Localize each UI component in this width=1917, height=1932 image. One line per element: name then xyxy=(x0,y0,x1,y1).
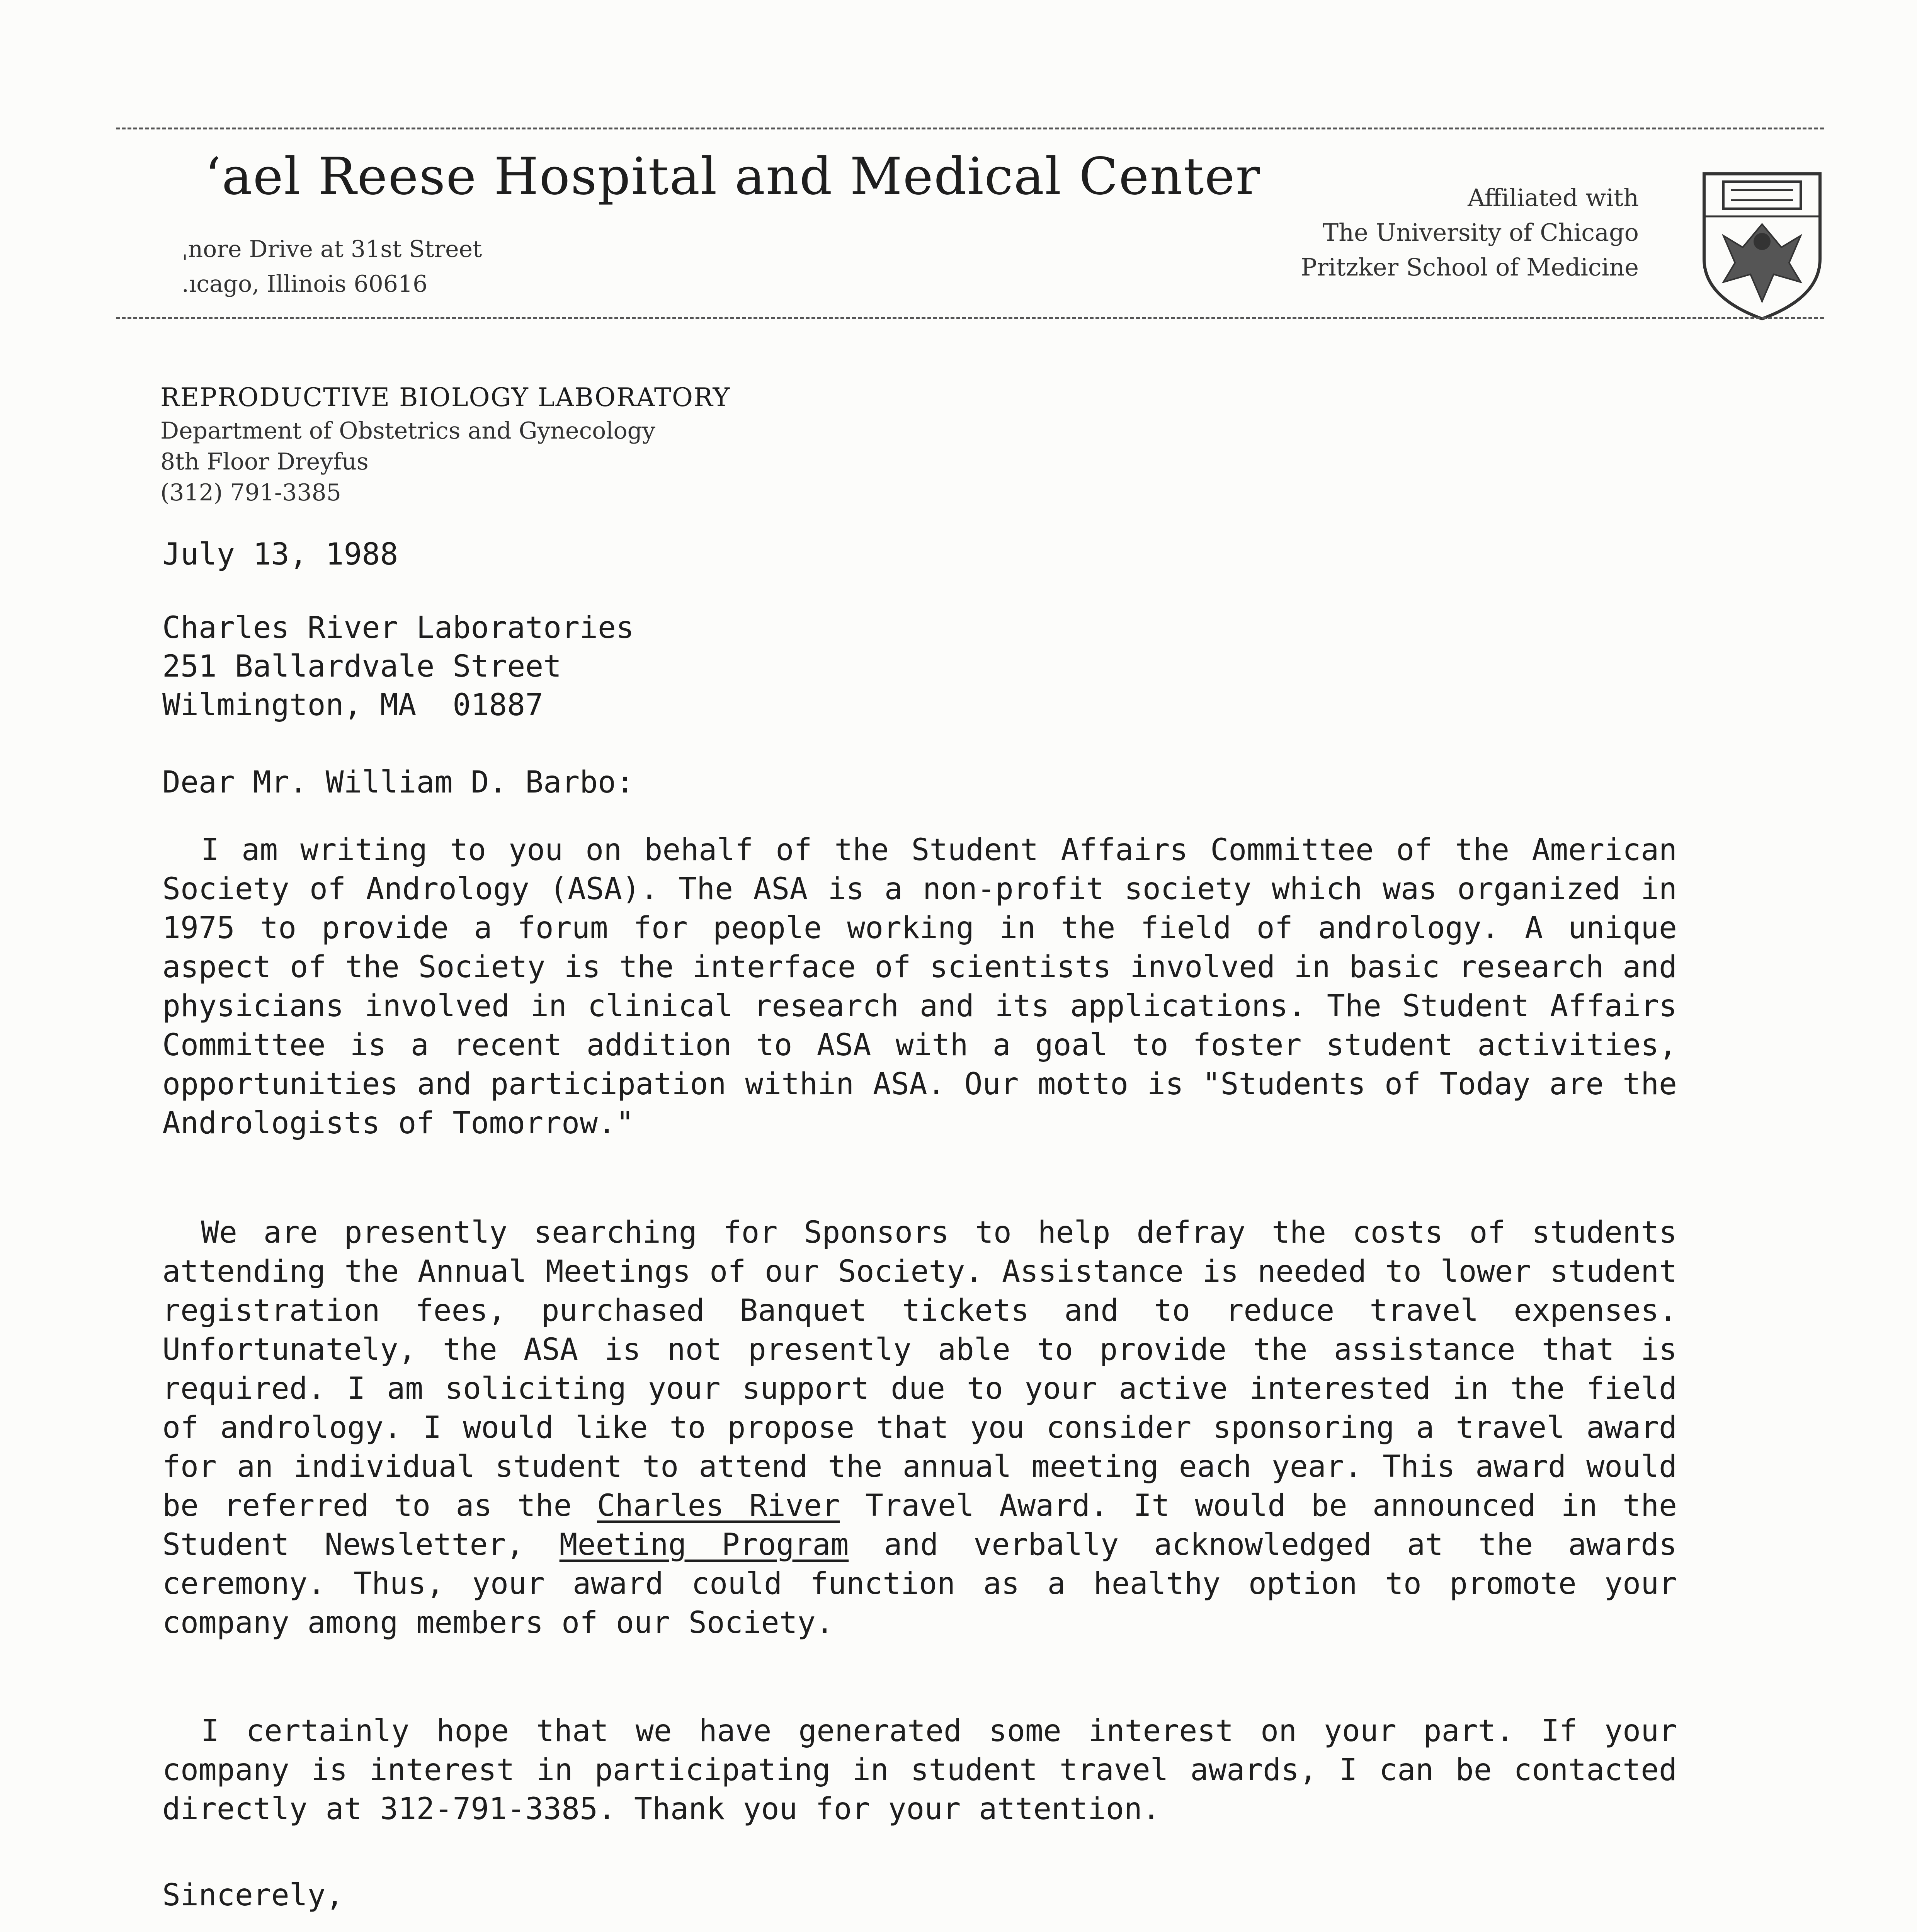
recipient-line-1: Charles River Laboratories xyxy=(162,611,634,645)
body-paragraph-3: I certainly hope that we have generated some interest on your part. If your company is interest in participating in student travel awards, I can be contacted directly at 312-791-3385. Thank you for your attention. xyxy=(162,1714,1677,1827)
paragraph-2-text-c: and verbally acknowledged at the awards ceremony. Thus, your award could function as a healthy option to promote your company among members of our Society. xyxy=(162,1527,1677,1640)
closing: Sincerely, xyxy=(162,1878,344,1913)
letter-date: July 13, 1988 xyxy=(162,537,398,572)
recipient-line-3: Wilmington, MA 01887 xyxy=(162,688,544,723)
department-floor: 8th Floor Dreyfus xyxy=(160,448,369,475)
salutation: Dear Mr. William D. Barbo: xyxy=(162,765,634,800)
university-seal-icon xyxy=(1700,170,1824,321)
recipient-line-2: 251 Ballardvale Street xyxy=(162,649,562,684)
affiliation-line-2: The University of Chicago xyxy=(1322,218,1639,247)
top-rule xyxy=(116,128,1824,129)
paragraph-2-text-b: Travel Award. It would be announced in the Student Newsletter, xyxy=(162,1488,1677,1562)
affiliation-line-3: Pritzker School of Medicine xyxy=(1301,253,1639,281)
affiliation-line-1: Affiliated with xyxy=(1468,184,1639,212)
hospital-address-line1: ˌnore Drive at 31st Street xyxy=(182,236,482,263)
award-name: Charles River xyxy=(597,1488,840,1523)
letterhead-bottom-rule xyxy=(116,317,1824,319)
body-paragraph-1: I am writing to you on behalf of the Student Affairs Committee of the American Society of Andrology (ASA). The ASA is a non-profit society which was organized in 1975 to provide a forum for people working in the field of andrology. A unique aspect of the Society is the interface of scientists involved in basic research and physicians involved in clinical research and its applications. The Student Affairs Committee is a recent addition to ASA with a goal to foster student activities, opportunities and participation within ASA. Our motto is "Students of Today are the Andrologists of Tomorrow." xyxy=(162,833,1677,1141)
hospital-name: ʻael Reese Hospital and Medical Center xyxy=(205,147,1261,206)
department-phone: (312) 791-3385 xyxy=(160,479,341,506)
paragraph-2-text-a: We are presently searching for Sponsors to help defray the costs of students attending the Annual Meetings of our Society. Assistance is needed to lower student registration fees, purchased Banquet tickets and to reduce travel expenses. Unfortunately, the ASA is not presently able to provide the assistance that is required. I am soliciting your support due to your active interested in the field of andrology. I would like to propose that you consider sponsoring a travel award for an individual student to attend the annual meeting each year. This award would be referred to as the xyxy=(162,1215,1677,1523)
meeting-program: Meeting Program xyxy=(559,1527,849,1562)
department-name: Department of Obstetrics and Gynecology xyxy=(160,417,655,444)
body-paragraph-2 xyxy=(162,1213,1677,1643)
laboratory-heading: REPRODUCTIVE BIOLOGY LABORATORY xyxy=(160,383,731,412)
hospital-address-line2: .ıcago, Illinois 60616 xyxy=(182,270,428,298)
